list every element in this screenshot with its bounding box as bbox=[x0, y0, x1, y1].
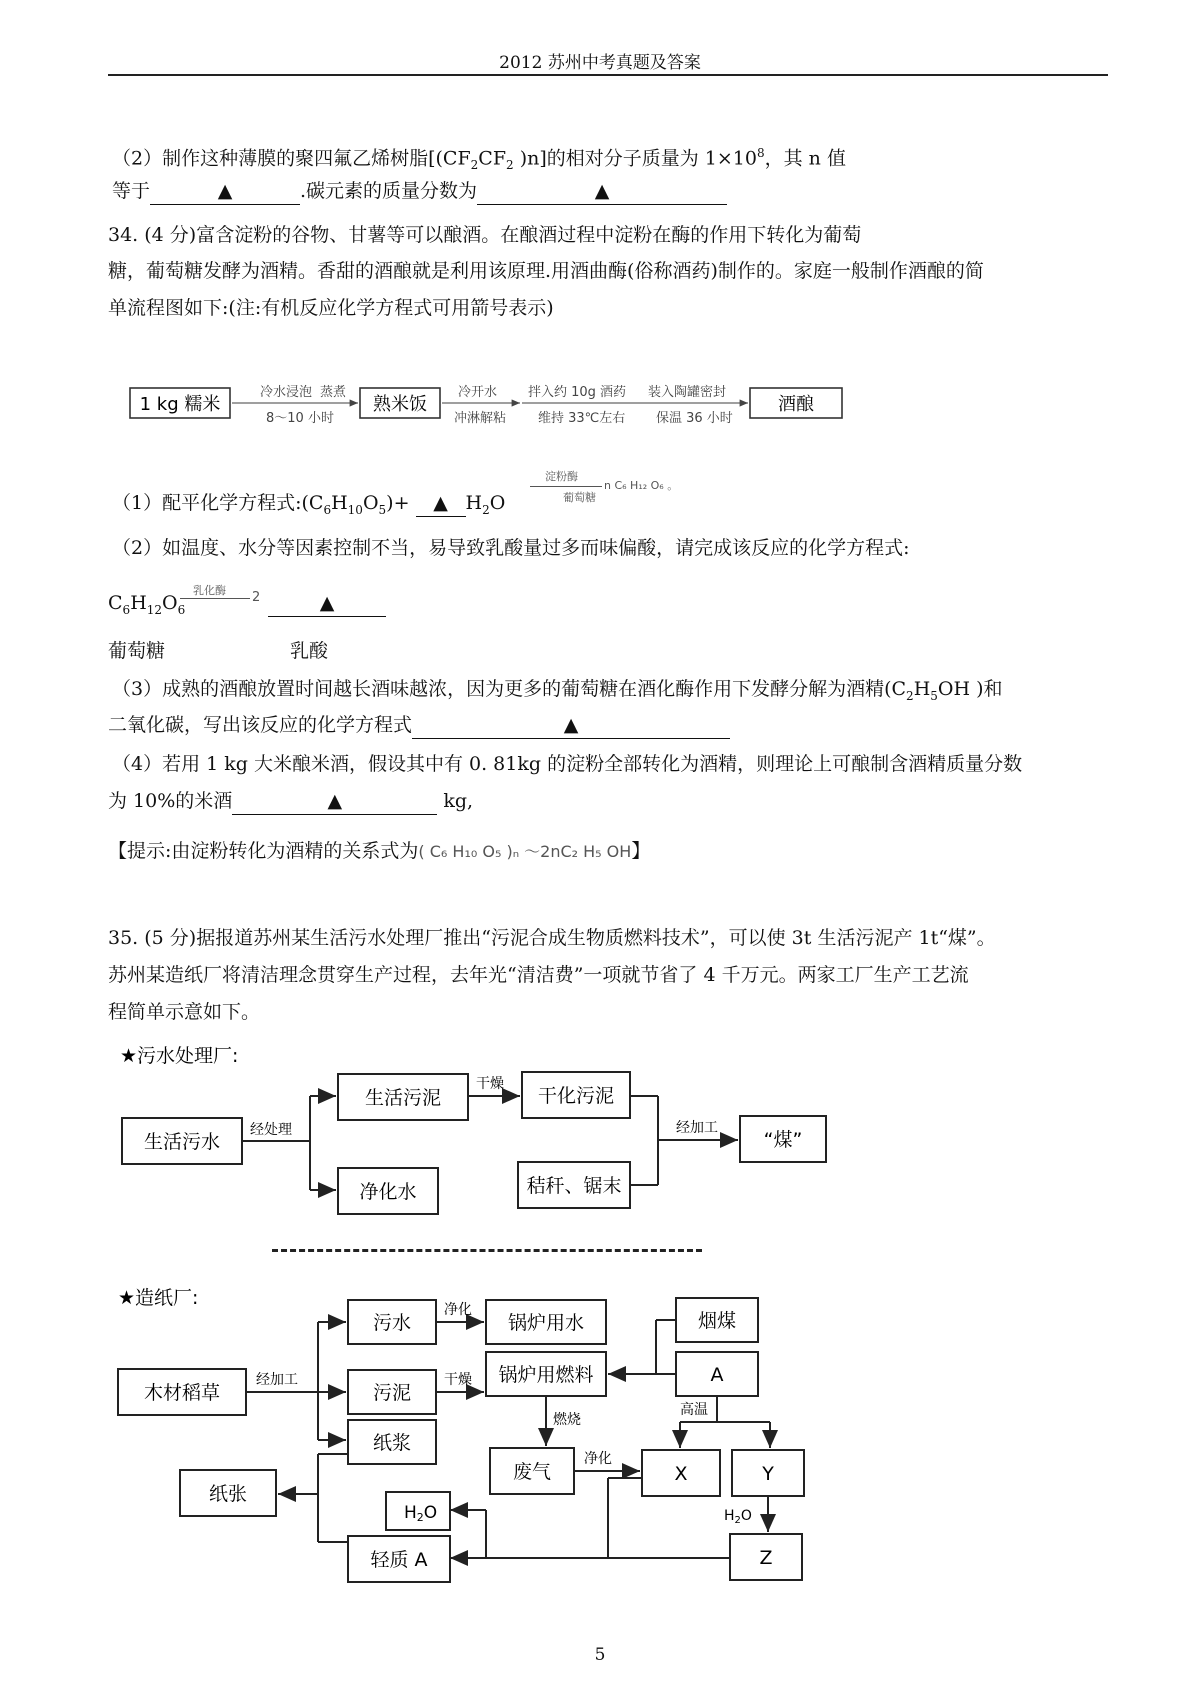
box-sewage-label: 污水 bbox=[372, 1312, 412, 1334]
q34-part1-arrow-label: 淀粉酶 bbox=[545, 470, 578, 483]
lactic-acid-label: 乳酸 bbox=[290, 640, 329, 662]
q34-part1: （1）配平化学方程式$:(C_6H_{10}O_5)+$ ▲ $H_2O$ bbox=[112, 492, 506, 517]
q34-part2-arrow bbox=[180, 598, 250, 599]
box-x-label: X bbox=[674, 1463, 688, 1485]
sewage-plant-title: ★污水处理厂: bbox=[120, 1045, 239, 1067]
q34-part1-product: n C₆ H₁₂ O₆ 。 bbox=[604, 479, 679, 492]
q34-part3-line2: 二氧化碳，写出该反应的化学方程式 ▲ bbox=[108, 712, 730, 739]
box-boiler-water-label: 锅炉用水 bbox=[507, 1312, 585, 1334]
answer-blank[interactable]: ▲ bbox=[232, 788, 437, 815]
q34-part2-blank bbox=[268, 590, 386, 617]
edge-burn-label: 燃烧 bbox=[553, 1412, 581, 1428]
answer-blank[interactable]: ▲ bbox=[150, 178, 300, 205]
box-y-label: Y bbox=[762, 1463, 774, 1485]
answer-blank[interactable]: ▲ bbox=[412, 712, 730, 739]
box-sludge-label: 污泥 bbox=[372, 1382, 412, 1404]
flow-arrow-1-top: 冷水浸泡 bbox=[260, 385, 313, 400]
q34-part4-line1: （4）若用 1 kg 大米酿米酒，假设其中有 0. 81kg 的淀粉全部转化为酒精，则理论上可酿制含酒精质量分数 bbox=[112, 753, 1023, 775]
q33-part2-line1: （2）制作这种薄膜的聚四氟乙烯树脂[($CF_2CF_2$ )n]的相对分子质量为 $1\times 10^8$，其 n 值 bbox=[112, 146, 846, 173]
edge-dry-label: 干燥 bbox=[476, 1076, 504, 1092]
box-purified-water-label: 净化水 bbox=[359, 1181, 417, 1203]
box-pulp-label: 纸浆 bbox=[372, 1432, 412, 1454]
header-rule bbox=[108, 74, 1108, 76]
page-header: 2012 苏州中考真题及答案 bbox=[499, 53, 701, 73]
section-separator bbox=[272, 1249, 702, 1252]
box-dried-sludge-label: 干化污泥 bbox=[537, 1085, 615, 1107]
flow-box-wine-label: 酒酿 bbox=[778, 394, 814, 415]
edge-treat-label: 经处理 bbox=[250, 1122, 292, 1138]
page-number: 5 bbox=[594, 1645, 606, 1665]
edge-purify-2-label: 净化 bbox=[584, 1451, 612, 1467]
box-exhaust-label: 废气 bbox=[512, 1461, 552, 1483]
box-a-label: A bbox=[710, 1364, 724, 1386]
flow-arrow-1-top2: 蒸煮 bbox=[320, 385, 347, 400]
box-boiler-fuel-label: 锅炉用燃料 bbox=[498, 1364, 594, 1386]
q34-intro-3: 单流程图如下:(注:有机反应化学方程式可用箭号表示) bbox=[108, 297, 554, 319]
q34-part2: （2）如温度、水分等因素控制不当，易导致乳酸量过多而味偏酸，请完成该反应的化学方程式: bbox=[112, 537, 910, 559]
answer-blank[interactable]: ▲ bbox=[416, 490, 466, 517]
flow-arrow-1-bottom: 8～10 小时 bbox=[266, 411, 334, 426]
box-paper-label: 纸张 bbox=[208, 1483, 248, 1505]
flow-arrow-2-top: 冷开水 bbox=[458, 385, 498, 400]
paper-mill-diagram bbox=[110, 1262, 930, 1632]
q35-intro-3: 程简单示意如下。 bbox=[108, 1001, 261, 1023]
box-wood-straw-label: 木材稻草 bbox=[143, 1382, 221, 1404]
box-z-label: Z bbox=[759, 1547, 773, 1569]
flow-arrow-4-bottom: 保温 36 小时 bbox=[656, 411, 733, 426]
paper-mill-title: ★造纸厂: bbox=[118, 1287, 199, 1309]
q34-part2-coefficient: 2 bbox=[252, 590, 261, 605]
q35-intro-1: 35. (5 分)据报道苏州某生活污水处理厂推出“污泥合成生物质燃料技术”，可以使 3t 生活污泥产 1t“煤”。 bbox=[108, 927, 996, 949]
box-bituminous-coal-label: 烟煤 bbox=[697, 1310, 737, 1332]
q33-part2-line2: 等于 ▲ .碳元素的质量分数为 ▲ bbox=[112, 178, 727, 205]
q34-hint: 【提示:由淀粉转化为酒精的关系式为( C₆ H₁₀ O₅ )ₙ ～2nC₂ H₅ OH】 bbox=[108, 840, 651, 862]
q34-part1-arrow bbox=[530, 486, 602, 487]
q34-part2-equation: $C_6H_{12}O_6$ bbox=[108, 592, 186, 617]
flow-arrow-2-bottom: 冲淋解粘 bbox=[454, 411, 507, 426]
q34-part4-line2: 为 10%的米酒 ▲ kg, bbox=[108, 788, 473, 815]
box-domestic-sludge-label: 生活污泥 bbox=[364, 1087, 442, 1109]
q34-part1-product-name: 葡萄糖 bbox=[563, 491, 596, 504]
flow-box-cooked-rice-label: 熟米饭 bbox=[373, 394, 427, 415]
flow-box-rice-label: 1 kg 糯米 bbox=[139, 394, 221, 415]
edge-h2o-label: $H_2O$ bbox=[724, 1508, 752, 1526]
flow-arrow-3-top: 拌入约 10g 酒药 bbox=[528, 385, 627, 400]
answer-blank[interactable]: ▲ bbox=[477, 178, 727, 205]
flow-arrow-3-bottom: 维持 33℃左右 bbox=[538, 411, 626, 426]
box-straw-sawdust-label: 秸秆、锯末 bbox=[526, 1175, 622, 1197]
box-light-a-label: 轻质 A bbox=[370, 1549, 428, 1571]
q34-part3-line1: （3）成熟的酒酿放置时间越长酒味越浓，因为更多的葡萄糖在酒化酶作用下发酵分解为酒精($C_2H_5OH$ )和 bbox=[112, 678, 1003, 703]
edge-hightemp-label: 高温 bbox=[680, 1402, 708, 1418]
glucose-label: 葡萄糖 bbox=[108, 640, 166, 662]
box-h2o-label: H2O bbox=[404, 1503, 438, 1524]
flow-arrow-4-top: 装入陶罐密封 bbox=[648, 385, 727, 400]
box-domestic-sewage-label: 生活污水 bbox=[143, 1131, 221, 1153]
box-coal-label: “煤” bbox=[763, 1129, 803, 1151]
q34-intro-1: 34. (4 分)富含淀粉的谷物、甘薯等可以酿酒。在酿酒过程中淀粉在酶的作用下转化为葡萄 bbox=[108, 224, 862, 246]
q34-intro-2: 糖，葡萄糖发酵为酒精。香甜的酒酿就是利用该原理.用酒曲酶(俗称酒药)制作的。家庭一般制作酒酿的简 bbox=[108, 260, 984, 282]
edge-purify-1-label: 净化 bbox=[444, 1302, 472, 1318]
edge-dry-label: 干燥 bbox=[444, 1372, 472, 1388]
edge-process-label: 经加工 bbox=[256, 1372, 298, 1388]
q35-intro-2: 苏州某造纸厂将清洁理念贯穿生产过程，去年光“清洁费”一项就节省了 4 千万元。两家工厂生产工艺流 bbox=[108, 964, 969, 986]
sewage-plant-diagram bbox=[110, 1040, 930, 1240]
edge-process-label: 经加工 bbox=[676, 1120, 718, 1136]
rice-wine-flowchart bbox=[120, 370, 1040, 440]
answer-blank[interactable]: ▲ bbox=[268, 590, 386, 617]
q34-part2-arrow-label: 乳化酶 bbox=[193, 584, 226, 597]
